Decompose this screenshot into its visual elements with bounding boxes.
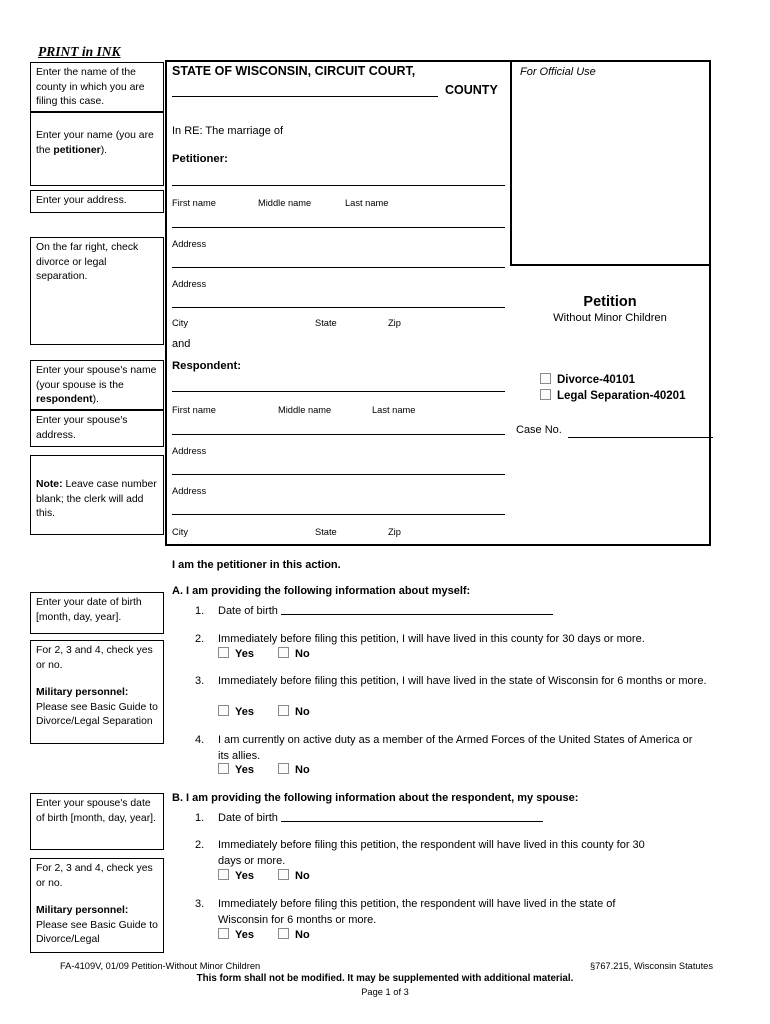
section-a-item-3-yesno <box>218 705 310 718</box>
divorce-option-label: Divorce-40101 <box>557 374 635 386</box>
instruction-text: Enter your date of birth [month, day, year]. <box>36 597 142 623</box>
respondent-first-name-label: First name <box>172 405 216 415</box>
instruction-text: Leave case number blank; the clerk will add this. <box>36 479 157 519</box>
item-number: 1. <box>195 605 205 617</box>
footer-notice: This form shall not be modified. It may be supplemented with additional material. <box>196 973 574 984</box>
in-re-label: In RE: The marriage of <box>172 125 284 137</box>
intro-statement: I am the petitioner in this action. <box>172 559 341 571</box>
section-a-item-2-yes-checkbox[interactable] <box>218 647 229 658</box>
section-a-item-4-yes-checkbox[interactable] <box>218 763 229 774</box>
yes-label: Yes <box>235 929 254 941</box>
instruction-text: Enter the name of the county in which you are filing this case. <box>36 67 145 107</box>
section-b-item-2 <box>195 837 668 869</box>
item-number: 3. <box>195 898 205 910</box>
instruction-spouse-address <box>30 410 164 447</box>
section-a-item-2 <box>195 631 645 647</box>
form-title: Petition <box>583 294 637 310</box>
footer-page-number: Page 1 of 3 <box>361 987 409 997</box>
respondent-address-label-2: Address <box>172 486 207 496</box>
section-a-heading: A. I am providing the following information about myself: <box>172 585 471 597</box>
instruction-text: Enter your spouse's address. <box>36 415 128 441</box>
county-label: COUNTY <box>445 83 498 97</box>
item-text: Immediately before filing this petition, the respondent will have lived in the state of Wisconsin for 6 months or more. <box>218 898 616 926</box>
legal-separation-checkbox[interactable] <box>540 389 551 400</box>
section-a-item-2-yesno <box>218 647 310 660</box>
respondent-city-state-zip-line[interactable] <box>172 514 505 515</box>
petitioner-state-label: State <box>315 318 337 328</box>
section-b-item-1 <box>195 810 543 827</box>
instruction-yes-no-b <box>30 858 164 953</box>
spacer <box>36 673 158 686</box>
court-title: STATE OF WISCONSIN, CIRCUIT COURT, <box>172 64 416 78</box>
respondent-address-label-1: Address <box>172 446 207 456</box>
respondent-address-line-1[interactable] <box>172 434 505 435</box>
instruction-note-case-number <box>30 455 164 535</box>
petitioner-city-state-zip-line[interactable] <box>172 307 505 308</box>
no-label: No <box>295 764 310 776</box>
respondent-zip-label: Zip <box>388 527 401 537</box>
petitioner-zip-label: Zip <box>388 318 401 328</box>
item-text: Immediately before filing this petition, the respondent will have lived in this county for 30 days or more. <box>218 839 645 867</box>
petitioner-dob-line[interactable] <box>281 603 553 615</box>
petitioner-address-line-1[interactable] <box>172 227 505 228</box>
instruction-text: ). <box>92 394 99 405</box>
instruction-text-bold: Military personnel: <box>36 687 129 698</box>
separation-option-row <box>540 389 685 402</box>
yes-label: Yes <box>235 706 254 718</box>
form-subtitle: Without Minor Children <box>553 312 667 324</box>
section-a-item-4-yesno <box>218 763 310 776</box>
instruction-your-name <box>30 112 164 186</box>
no-label: No <box>295 929 310 941</box>
petitioner-address-label-1: Address <box>172 239 207 249</box>
respondent-middle-name-label: Middle name <box>278 405 332 415</box>
respondent-label: Respondent: <box>172 360 242 372</box>
petitioner-last-name-label: Last name <box>345 198 389 208</box>
separation-option-label: Legal Separation-40201 <box>557 390 686 402</box>
section-b-heading: B. I am providing the following information about the respondent, my spouse: <box>172 792 579 804</box>
instruction-your-address <box>30 190 164 213</box>
official-use-box <box>510 60 711 266</box>
instruction-text: Please see Basic Guide to Divorce/Legal Separation <box>36 701 158 727</box>
instruction-text: Enter your spouse's name (your spouse is the <box>36 365 157 391</box>
section-a-item-3-no-checkbox[interactable] <box>278 705 289 716</box>
instruction-spouse-dob <box>30 793 164 850</box>
and-label: and <box>172 338 191 350</box>
respondent-last-name-label: Last name <box>372 405 416 415</box>
footer-statute: §767.215, Wisconsin Statutes <box>590 961 713 971</box>
instruction-county <box>30 62 164 112</box>
instruction-text: Enter your name (you are the <box>36 130 154 156</box>
yes-label: Yes <box>235 648 254 660</box>
item-number: 2. <box>195 839 205 851</box>
instruction-text: For 2, 3 and 4, check yes or no. <box>36 863 153 889</box>
petitioner-label: Petitioner: <box>172 153 228 165</box>
instruction-text: On the far right, check divorce or legal separation. <box>36 242 139 282</box>
section-b-item-2-no-checkbox[interactable] <box>278 869 289 880</box>
instruction-text: Enter your spouse's date of birth [month, day, year]. <box>36 798 156 824</box>
instruction-text-bold: respondent <box>36 394 93 405</box>
item-number: 3. <box>195 675 205 687</box>
item-number: 2. <box>195 633 205 645</box>
no-label: No <box>295 870 310 882</box>
petitioner-city-label: City <box>172 318 189 328</box>
official-use-label: For Official Use <box>520 66 596 78</box>
county-name-line[interactable] <box>172 96 438 97</box>
instruction-your-dob <box>30 592 164 634</box>
instruction-text-bold: Note: <box>36 479 63 490</box>
instruction-spouse-name <box>30 360 164 410</box>
petitioner-address-label-2: Address <box>172 279 207 289</box>
yes-label: Yes <box>235 764 254 776</box>
case-no-line[interactable] <box>568 437 713 438</box>
section-a-item-3-yes-checkbox[interactable] <box>218 705 229 716</box>
petitioner-first-name-label: First name <box>172 198 216 208</box>
divorce-option-row <box>540 373 635 386</box>
section-b-item-3-no-checkbox[interactable] <box>278 928 289 939</box>
respondent-name-line[interactable] <box>172 391 505 392</box>
respondent-state-label: State <box>315 527 337 537</box>
section-a-item-1 <box>195 603 553 620</box>
section-b-item-2-yesno <box>218 869 310 882</box>
divorce-checkbox[interactable] <box>540 373 551 384</box>
no-label: No <box>295 648 310 660</box>
print-in-ink-label: PRINT in INK <box>38 44 121 59</box>
instruction-text-bold: petitioner <box>53 144 101 156</box>
no-label: No <box>295 706 310 718</box>
section-a-item-3 <box>195 673 710 689</box>
section-b-item-3-yes-checkbox[interactable] <box>218 928 229 939</box>
respondent-city-label: City <box>172 527 189 537</box>
section-b-item-3 <box>195 896 668 928</box>
section-b-item-3-yesno <box>218 928 310 941</box>
case-no-label: Case No. <box>516 424 562 436</box>
section-a-item-2-no-checkbox[interactable] <box>278 647 289 658</box>
instruction-text: For 2, 3 and 4, check yes or no. <box>36 645 153 671</box>
instruction-yes-no-a <box>30 640 164 744</box>
section-a-item-4-no-checkbox[interactable] <box>278 763 289 774</box>
instruction-check-type <box>30 237 164 345</box>
section-b-item-2-yes-checkbox[interactable] <box>218 869 229 880</box>
section-a-item-4 <box>195 732 698 764</box>
instruction-text: ). <box>100 144 108 156</box>
item-text: Date of birth <box>218 605 278 617</box>
petitioner-address-line-2[interactable] <box>172 267 505 268</box>
instruction-text-bold: Military personnel: <box>36 905 129 916</box>
instruction-text: Enter your address. <box>36 195 127 206</box>
item-number: 1. <box>195 812 205 824</box>
petitioner-name-line[interactable] <box>172 185 505 186</box>
spacer <box>36 891 158 904</box>
footer-form-id: FA-4109V, 01/09 Petition-Without Minor Children <box>60 961 261 971</box>
item-number: 4. <box>195 734 205 746</box>
respondent-address-line-2[interactable] <box>172 474 505 475</box>
item-text: I am currently on active duty as a member of the Armed Forces of the United States of America or its allies. <box>218 734 693 762</box>
item-text: Date of birth <box>218 812 278 824</box>
yes-label: Yes <box>235 870 254 882</box>
instruction-text: Please see Basic Guide to Divorce/Legal <box>36 919 158 945</box>
petitioner-middle-name-label: Middle name <box>258 198 312 208</box>
respondent-dob-line[interactable] <box>281 810 543 822</box>
item-text: Immediately before filing this petition, I will have lived in the state of Wisconsin for 6 months or more. <box>218 675 707 687</box>
item-text: Immediately before filing this petition, I will have lived in this county for 30 days or more. <box>218 633 645 645</box>
